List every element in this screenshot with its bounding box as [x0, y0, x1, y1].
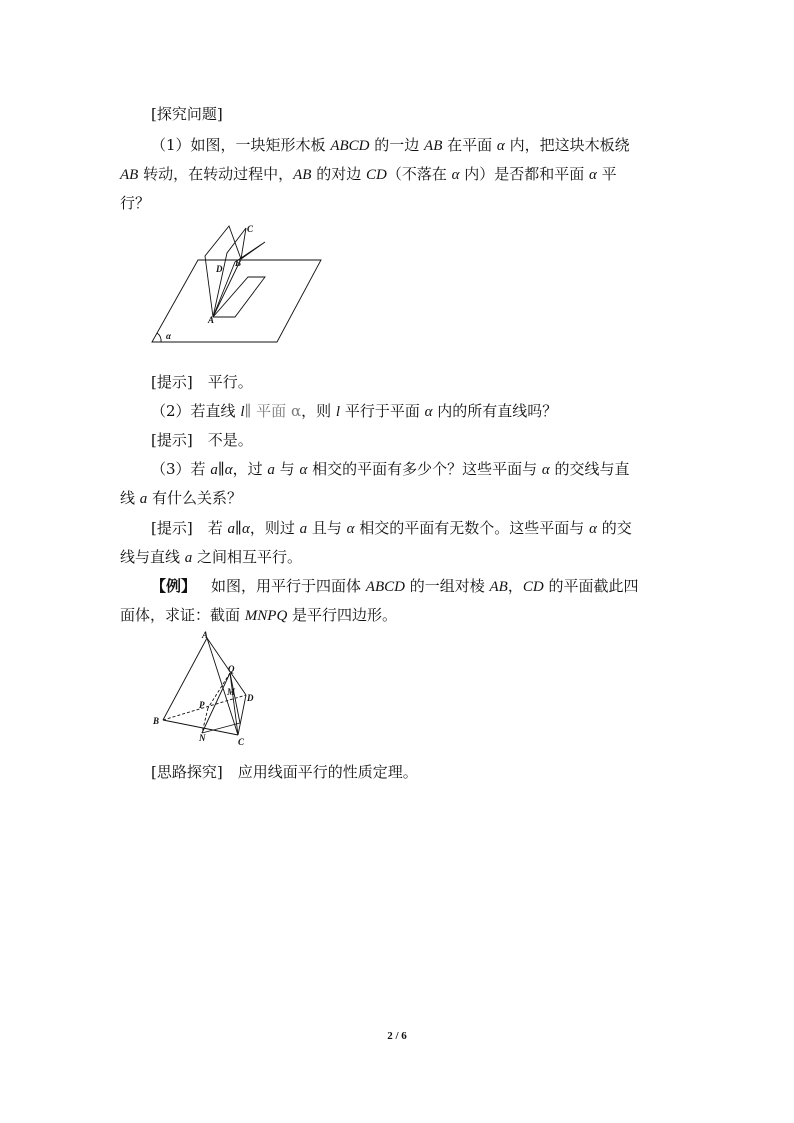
question-3-line-1: （3）若 a∥α，过 a 与 α 相交的平面有多少个？这些平面与 α 的交线与直 [151, 460, 630, 478]
question-1-line-2: AB 转动，在转动过程中，AB 的对边 CD（不落在 α 内）是否都和平面 α 平 [120, 165, 617, 183]
label-C: C [238, 737, 245, 747]
label-N: N [199, 733, 206, 743]
example-line-2: 面体，求证：截面 MNPQ 是平行四边形。 [120, 606, 398, 624]
question-2: （2）若直线 l∥ 平面 α，则 l 平行于平面 α 内的所有直线吗？ [151, 402, 558, 420]
question-3-line-2: 线 a 有什么关系？ [120, 489, 243, 507]
label-A: A [202, 630, 209, 640]
label-P: P [199, 700, 205, 710]
question-1-line-3: 行？ [120, 194, 151, 212]
approach: [思路探究] 应用线面平行的性质定理。 [151, 763, 418, 781]
hint-2: [提示] 不是。 [151, 431, 253, 449]
page-number: 2 / 6 [387, 1030, 407, 1042]
label-alpha: α [166, 331, 171, 341]
section-title: [探究问题] [151, 105, 223, 123]
label-B: B [153, 716, 160, 726]
label-A: A [208, 315, 215, 325]
hint-1: [提示] 平行。 [151, 373, 253, 391]
label-B: B [235, 258, 242, 268]
label-D: D [216, 264, 223, 274]
question-1-line-1: （1）如图，一块矩形木板 ABCD 的一边 AB 在平面 α 内，把这块木板绕 [151, 136, 630, 154]
figure-tetrahedron [150, 628, 265, 750]
label-D: D [247, 693, 254, 703]
label-Q: Q [228, 664, 235, 674]
hint-3-line-1: [提示] 若 a∥α，则过 a 且与 α 相交的平面有无数个。这些平面与 α 的交 [151, 519, 632, 537]
figure-rotating-board [145, 220, 330, 345]
example-line-1: 【例】 如图，用平行于四面体 ABCD 的一组对棱 AB，CD 的平面截此四 [151, 577, 639, 595]
label-C: C [247, 224, 254, 234]
label-M: M [227, 687, 236, 697]
hint-3-line-2: 线与直线 a 之间相互平行。 [120, 548, 303, 566]
plane-alpha [152, 260, 321, 342]
